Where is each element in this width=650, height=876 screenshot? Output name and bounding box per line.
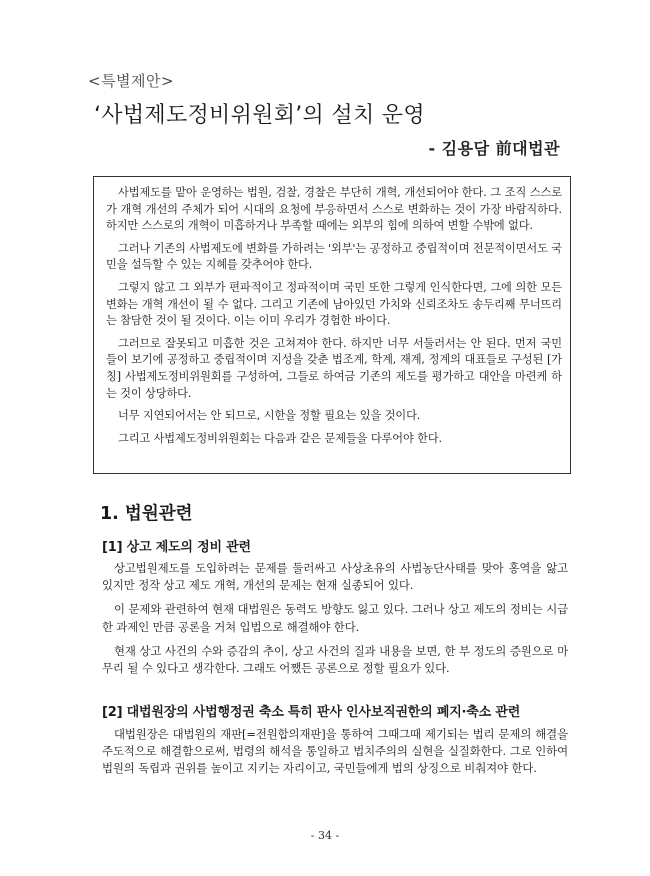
section-label: <특별제안>: [88, 72, 175, 90]
subsection-heading: [1] 상고 제도의 정비 관련: [102, 540, 251, 555]
subsection-body: [102, 560, 568, 684]
subsection-body: [102, 726, 568, 785]
intro-paragraph: 그러므로 잘못되고 미흡한 것은 고쳐져야 한다. 하지만 너무 서둘러서는 안 된다. 먼저 국민들이 보기에 공정하고 중립적이며 지성을 갖춘 법조계, 학계, 재계, 정계의 대표들로 구성된 [가칭] 사법제도정비위원회를 구성하여, 그들로 하여금 기존의 제도를 평가하고 대안을 마련케 하는 것이 상당하다.: [106, 336, 562, 400]
page-number: - 34 -: [310, 829, 340, 842]
body-paragraph: 현재 상고 사건의 수와 증감의 추이, 상고 사건의 질과 내용을 보면, 한 부 정도의 증원으로 마무리 될 수 있다고 생각한다. 그래도 어쨌든 공론으로 정할 필요가 있다.: [102, 643, 568, 676]
intro-paragraph: 그리고 사법제도정비위원회는 다음과 같은 문제들을 다루어야 한다.: [118, 431, 442, 445]
document-title: ‘사법제도정비위원회’의 설치 운영: [94, 103, 425, 128]
subsection-heading: [2] 대법원장의 사법행정권 축소 특히 판사 인사보직권한의 폐지·축소 관련: [102, 705, 521, 720]
body-paragraph: 상고법원제도를 도입하려는 문제를 둘러싸고 사상초유의 사법농단사태를 맞아 홍역을 앓고 있지만 정작 상고 제도 개혁, 개선의 문제는 현재 실종되어 있다.: [102, 561, 568, 593]
intro-paragraph: 사법제도를 맡아 운영하는 법원, 검찰, 경찰은 부단히 개혁, 개선되어야 한다. 그 조직 스스로가 개혁 개선의 주체가 되어 시대의 요청에 부응하면서 스스로 변화하는 것이 가장 바람직하다. 하지만 스스로의 개혁이 미흡하거나 부족할 때에는 외부의 힘에 의하여 변할 수밖에 없다.: [106, 186, 562, 233]
body-paragraph: 대법원장은 대법원의 재판[=전원합의재판]을 통하여 그때그때 제기되는 법리 문제의 해결을 주도적으로 해결함으로써, 법령의 해석을 통일하고 법치주의의 실현을 실질화한다. 그로 인하여 법원의 독립과 권위를 높이고 지키는 자리이고, 국민들에게 법의 상징으로 비춰져야 한다.: [102, 727, 568, 776]
author-byline: - 김용담 前대법관: [428, 139, 560, 158]
intro-box: [93, 176, 571, 474]
section-heading: 1. 법원관련: [100, 504, 193, 524]
intro-paragraph: 너무 지연되어서는 안 되므로, 시한을 정할 필요는 있을 것이다.: [118, 409, 421, 423]
intro-paragraph: 그러나 기존의 사법제도에 변화를 가하려는 '외부'는 공정하고 중립적이며 전문적이면서도 국민을 설득할 수 있는 지혜를 갖추어야 한다.: [106, 241, 562, 272]
body-paragraph: 이 문제와 관련하여 현재 대법원은 동력도 방향도 잃고 있다. 그러나 상고 제도의 정비는 시급한 과제인 만큼 공론을 거쳐 입법으로 해결해야 한다.: [102, 602, 568, 634]
intro-paragraph: 그렇지 않고 그 외부가 편파적이고 정파적이며 국민 또한 그렇게 인식한다면, 그에 의한 모든 변화는 개혁 개선이 될 수 없다. 그리고 기존에 남아있던 가치와 신뢰조차도 송두리째 무너뜨리는 참담한 것이 될 것이다. 이는 이미 우리가 경험한 바이다.: [106, 280, 562, 328]
